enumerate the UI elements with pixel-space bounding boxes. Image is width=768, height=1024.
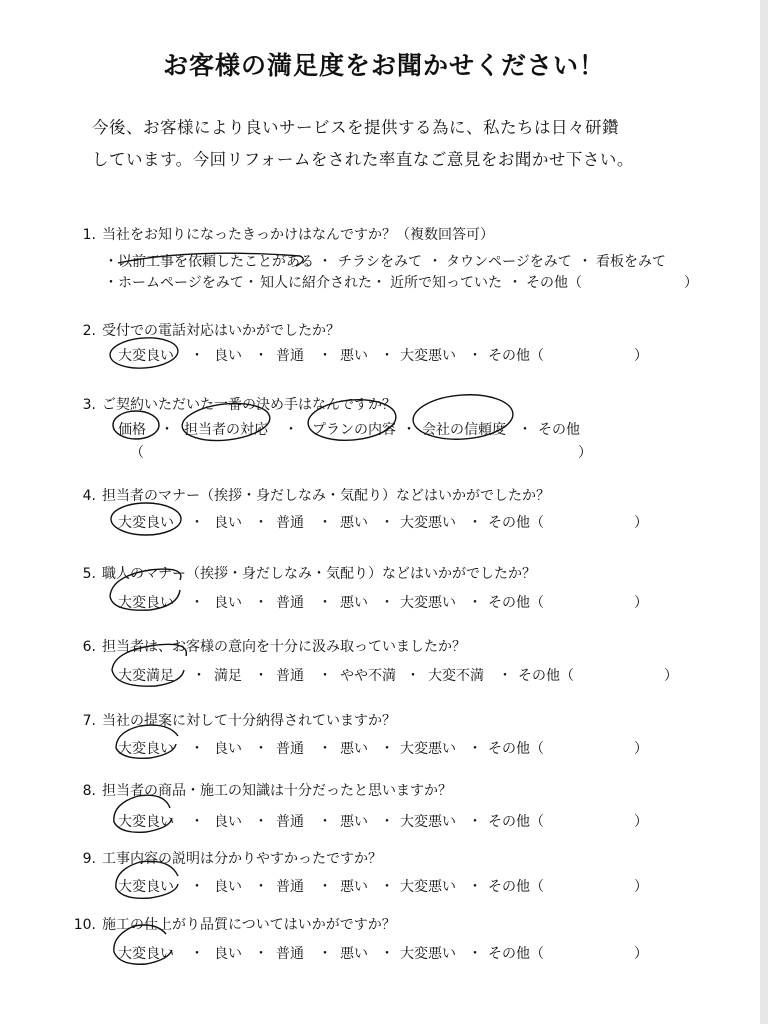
separator: ・: [372, 275, 386, 291]
question-text: 施工の仕上がり品質についてはいかがですか？: [102, 917, 396, 933]
option: 大変悪い: [400, 946, 456, 962]
option: ホームページをみて: [118, 275, 244, 291]
separator: ・: [498, 668, 512, 684]
option: 普通: [276, 595, 304, 611]
option: その他（: [518, 668, 574, 684]
option: 普通: [276, 515, 304, 531]
separator: ・: [190, 879, 204, 895]
option: 悪い: [340, 879, 368, 895]
scan-edge: [760, 0, 768, 1024]
separator: ・: [468, 946, 482, 962]
separator: ・: [244, 275, 258, 291]
separator: ・: [318, 254, 332, 270]
option: 普通: [276, 946, 304, 962]
option: その他（: [488, 515, 544, 531]
option: その他（: [526, 275, 582, 291]
closing-paren: ）: [634, 348, 648, 364]
question-text: 担当者は、お客様の意向を十分に汲み取っていましたか？: [102, 639, 466, 655]
option: その他（: [488, 879, 544, 895]
option: 大変悪い: [400, 741, 456, 757]
question-9: [70, 848, 382, 868]
option: 大変悪い: [400, 515, 456, 531]
separator: ・: [254, 515, 268, 531]
option: 満足: [214, 668, 242, 684]
question-4: [70, 485, 550, 505]
question-text: 受付での電話対応はいかがでしたか？: [102, 323, 340, 339]
question-text: 当社の提案に対して十分納得されていますか？: [102, 713, 396, 729]
option: 知人に紹介された: [260, 275, 372, 291]
option: プランの内容: [312, 422, 396, 438]
option: 普通: [276, 348, 304, 364]
question-number: 8.: [82, 783, 96, 799]
separator: ・: [318, 515, 332, 531]
separator: ・: [402, 422, 416, 438]
option: 悪い: [340, 348, 368, 364]
option: 悪い: [340, 515, 368, 531]
option: 看板をみて: [596, 254, 666, 270]
separator: ・: [508, 275, 522, 291]
closing-paren: ）: [634, 814, 648, 830]
option: 悪い: [340, 814, 368, 830]
question-number: 10.: [73, 917, 96, 933]
option: 担当者の対応: [184, 422, 268, 438]
separator: ・: [254, 668, 268, 684]
separator: ・: [254, 741, 268, 757]
separator: ・: [578, 254, 592, 270]
closing-paren: ）: [634, 741, 648, 757]
option: チラシをみて: [338, 254, 422, 270]
separator: ・: [190, 946, 204, 962]
closing-paren: ）: [684, 275, 698, 291]
separator: ・: [254, 946, 268, 962]
intro-line-1: 今後、お客様により良いサービスを提供する為に、私たちは日々研鑽: [92, 118, 619, 137]
separator: ・: [380, 348, 394, 364]
option: 大変良い: [118, 879, 174, 895]
separator: ・: [254, 595, 268, 611]
separator: ・: [406, 668, 420, 684]
page-title: お客様の満足度をお聞かせください！: [162, 51, 605, 80]
option: その他（: [488, 595, 544, 611]
separator: ・: [318, 348, 332, 364]
separator: ・: [318, 595, 332, 611]
option: その他（: [488, 814, 544, 830]
option: 大変悪い: [400, 879, 456, 895]
option: 大変良い: [118, 814, 174, 830]
question-1: [70, 224, 494, 244]
option: その他（: [488, 741, 544, 757]
option: 良い: [214, 741, 242, 757]
separator: ・: [380, 814, 394, 830]
separator: ・: [318, 946, 332, 962]
option: 大変悪い: [400, 595, 456, 611]
separator: ・: [160, 422, 174, 438]
separator: ・: [254, 879, 268, 895]
option: その他: [538, 422, 580, 438]
option: その他（: [488, 946, 544, 962]
question-text: 職人のマナー（挨拶・身だしなみ・気配り）などはいかがでしたか？: [102, 566, 536, 582]
option: 普通: [276, 879, 304, 895]
question-number: 4.: [82, 488, 96, 504]
option: やや不満: [340, 668, 396, 684]
question-text: 担当者の商品・施工の知識は十分だったと思いますか？: [102, 783, 452, 799]
option: その他（: [488, 348, 544, 364]
option: 大変良い: [118, 515, 174, 531]
option: 悪い: [340, 595, 368, 611]
separator: ・: [190, 515, 204, 531]
option: タウンページをみて: [446, 254, 572, 270]
opening-paren: （: [130, 445, 144, 461]
separator: ・: [518, 422, 532, 438]
option: 大変悪い: [400, 814, 456, 830]
separator: ・: [190, 741, 204, 757]
separator: ・: [192, 668, 206, 684]
separator: ・: [380, 946, 394, 962]
option: 近所で知っていた: [390, 275, 502, 291]
separator: ・: [190, 814, 204, 830]
question-8: [70, 780, 452, 800]
question-7: [70, 710, 396, 730]
separator: ・: [190, 348, 204, 364]
option: 普通: [276, 814, 304, 830]
option: 良い: [214, 879, 242, 895]
question-number: 2.: [82, 323, 96, 339]
option: 悪い: [340, 946, 368, 962]
question-3: [70, 394, 396, 414]
option: 良い: [214, 595, 242, 611]
option: 良い: [214, 946, 242, 962]
question-number: 3.: [82, 397, 96, 413]
separator: ・: [318, 741, 332, 757]
separator: ・: [380, 879, 394, 895]
option: 価格: [118, 422, 146, 438]
closing-paren: ）: [664, 668, 678, 684]
option: 普通: [276, 741, 304, 757]
closing-paren: ）: [578, 445, 592, 461]
option: 良い: [214, 515, 242, 531]
separator: ・: [318, 668, 332, 684]
closing-paren: ）: [634, 595, 648, 611]
question-5: [70, 563, 536, 583]
separator: ・: [468, 814, 482, 830]
separator: ・: [468, 348, 482, 364]
option: 大変良い: [118, 946, 174, 962]
question-number: 1.: [82, 227, 96, 243]
separator: ・: [468, 595, 482, 611]
question-10: [70, 914, 396, 934]
separator: ・: [468, 879, 482, 895]
question-number: 5.: [82, 566, 96, 582]
option: 大変良い: [118, 595, 174, 611]
option: 大変悪い: [400, 348, 456, 364]
separator: ・: [380, 515, 394, 531]
separator: ・: [104, 275, 118, 291]
option: 良い: [214, 814, 242, 830]
separator: ・: [254, 814, 268, 830]
question-number: 6.: [82, 639, 96, 655]
option: 大変良い: [118, 348, 174, 364]
question-2: [70, 320, 340, 340]
option: 会社の信頼度: [422, 422, 506, 438]
separator: ・: [318, 879, 332, 895]
separator: ・: [380, 595, 394, 611]
separator: ・: [468, 741, 482, 757]
separator: ・: [380, 741, 394, 757]
option: 大変良い: [118, 741, 174, 757]
closing-paren: ）: [634, 879, 648, 895]
question-text: 当社をお知りになったきっかけはなんですか？（複数回答可）: [102, 227, 494, 243]
question-text: 担当者のマナー（挨拶・身だしなみ・気配り）などはいかがでしたか？: [102, 488, 550, 504]
separator: ・: [284, 422, 298, 438]
intro-line-2: しています。今回リフォームをされた率直なご意見をお聞かせ下さい。: [92, 150, 634, 169]
separator: ・: [428, 254, 442, 270]
question-6: [70, 636, 466, 656]
closing-paren: ）: [634, 946, 648, 962]
question-text: ご契約いただいた一番の決め手はなんですか？: [102, 397, 396, 413]
separator: ・: [190, 595, 204, 611]
option: 良い: [214, 348, 242, 364]
option: 以前工事を依頼したことがある: [118, 254, 314, 270]
option: 大変満足: [118, 668, 174, 684]
separator: ・: [104, 254, 118, 270]
question-text: 工事内容の説明は分かりやすかったですか？: [102, 851, 382, 867]
option: 悪い: [340, 741, 368, 757]
option: 普通: [276, 668, 304, 684]
separator: ・: [468, 515, 482, 531]
separator: ・: [318, 814, 332, 830]
closing-paren: ）: [634, 515, 648, 531]
question-number: 7.: [82, 713, 96, 729]
separator: ・: [254, 348, 268, 364]
option: 大変不満: [428, 668, 484, 684]
question-number: 9.: [82, 851, 96, 867]
